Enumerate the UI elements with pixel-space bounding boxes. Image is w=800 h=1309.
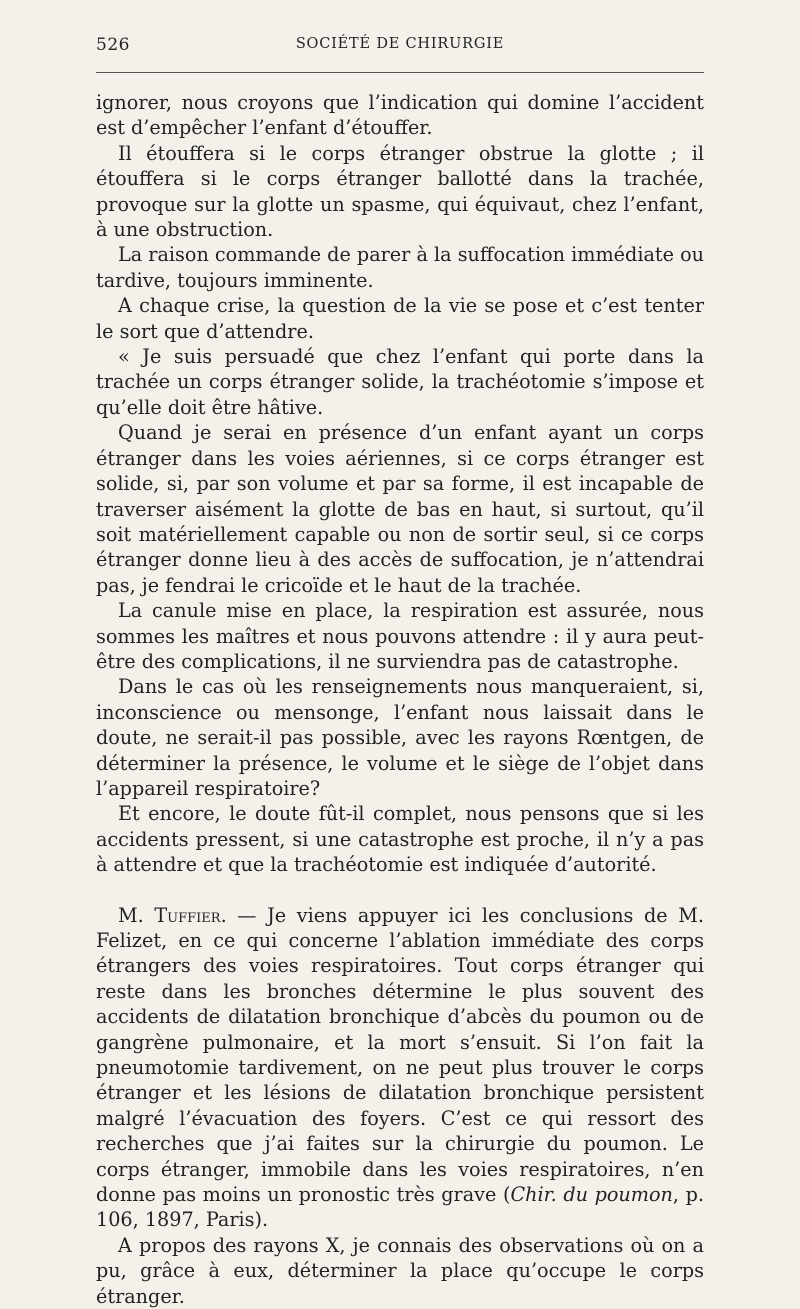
paragraph: A propos des rayons X, je connais des observations où on a pu, grâce à eux, déterminer la place qu’occupe le corps étranger. — [96, 1233, 704, 1308]
paragraph: Et encore, le doute fût-il complet, nous pensons que si les accidents pressent, si une catastrophe est proche, il n’y a pas à attendre et que la trachéotomie est indiquée d’autorité. — [96, 802, 704, 877]
paragraph: Dans le cas où les renseignements nous manqueraient, si, inconscience ou mensonge, l’enfant nous laissait dans le doute, ne serait-il pas possible, avec les rayons Rœntgen, de déterminer la présence, le volume et le siège de l’objet dans l’appareil respiratoire? — [96, 675, 704, 800]
paragraph: La raison commande de parer à la suffocation immédiate ou tardive, toujours imminente. — [96, 243, 704, 292]
running-title: SOCIÉTÉ DE CHIRURGIE — [295, 36, 505, 52]
citation-details: , p. 106, 1897, Paris). — [96, 1183, 704, 1232]
paragraph: La canule mise en place, la respiration est assurée, nous sommes les maîtres et nous pouvons attendre : il y aura peut-être des complications, il ne surviendra pas de catastrophe. — [96, 599, 704, 673]
tuffier-text: . — Je viens appuyer ici les conclusions de M. Felizet, en ce qui concerne l’ablation immédiate des corps étrangers des voies respiratoires. Tout corps étranger qui reste dans les bronches détermine le plus souvent des accidents de dilatation bronchique d’abcès du poumon ou de gangrène pulmonaire, et la mort s’ensuit. Si l’on fait la pneumotomie tardivement, on ne peut plus trouver le corps étranger et les lésions de dilatation bronchique persistent malgré l’évacuation des foyers. C’est ce qui ressort des recherches que j’ai faites sur la chirurgie du poumon. Le corps étranger, immobile dans les voies respiratoires, n’en donne pas moins un pronostic très grave ( — [96, 903, 704, 1207]
paragraph: A chaque crise, la question de la vie se pose et c’est tenter le sort que d’attendre. — [96, 294, 704, 343]
paragraph: « Je suis persuadé que chez l’enfant qui porte dans la trachée un corps étranger solide, la trachéotomie s’impose et qu’elle doit être hâtive. — [96, 345, 704, 419]
running-header — [96, 35, 704, 59]
header-rule — [96, 72, 704, 73]
citation-title: Chir. du poumon — [510, 1183, 673, 1207]
paragraph: ignorer, nous croyons que l’indication qui domine l’accident est d’empêcher l’enfant d’étouffer. — [96, 91, 704, 140]
paragraph: Quand je serai en présence d’un enfant ayant un corps étranger dans les voies aériennes, si ce corps étranger est solide, si, par son volume et par sa forme, il est incapable de traverser aisément la glotte de bas en haut, si surtout, qu’il soit matériellement capable ou non de sortir seul, si ce corps étranger donne lieu à des accès de suffocation, je n’attendrai pas, je fendrai le cricoïde et le haut de la trachée. — [96, 421, 704, 597]
page-number: 526 — [96, 35, 130, 55]
speaker-prefix: M. — [118, 903, 155, 927]
speaker-name: Tuffier — [154, 903, 221, 927]
paragraph: Il étouffera si le corps étranger obstrue la glotte ; il étouffera si le corps étranger ballotté dans la trachée, provoque sur la glotte un spasme, qui équivaut, chez l’enfant, à une obstruction. — [96, 141, 704, 242]
page-body — [96, 90, 704, 1309]
tuffier-paragraph — [96, 903, 704, 1233]
